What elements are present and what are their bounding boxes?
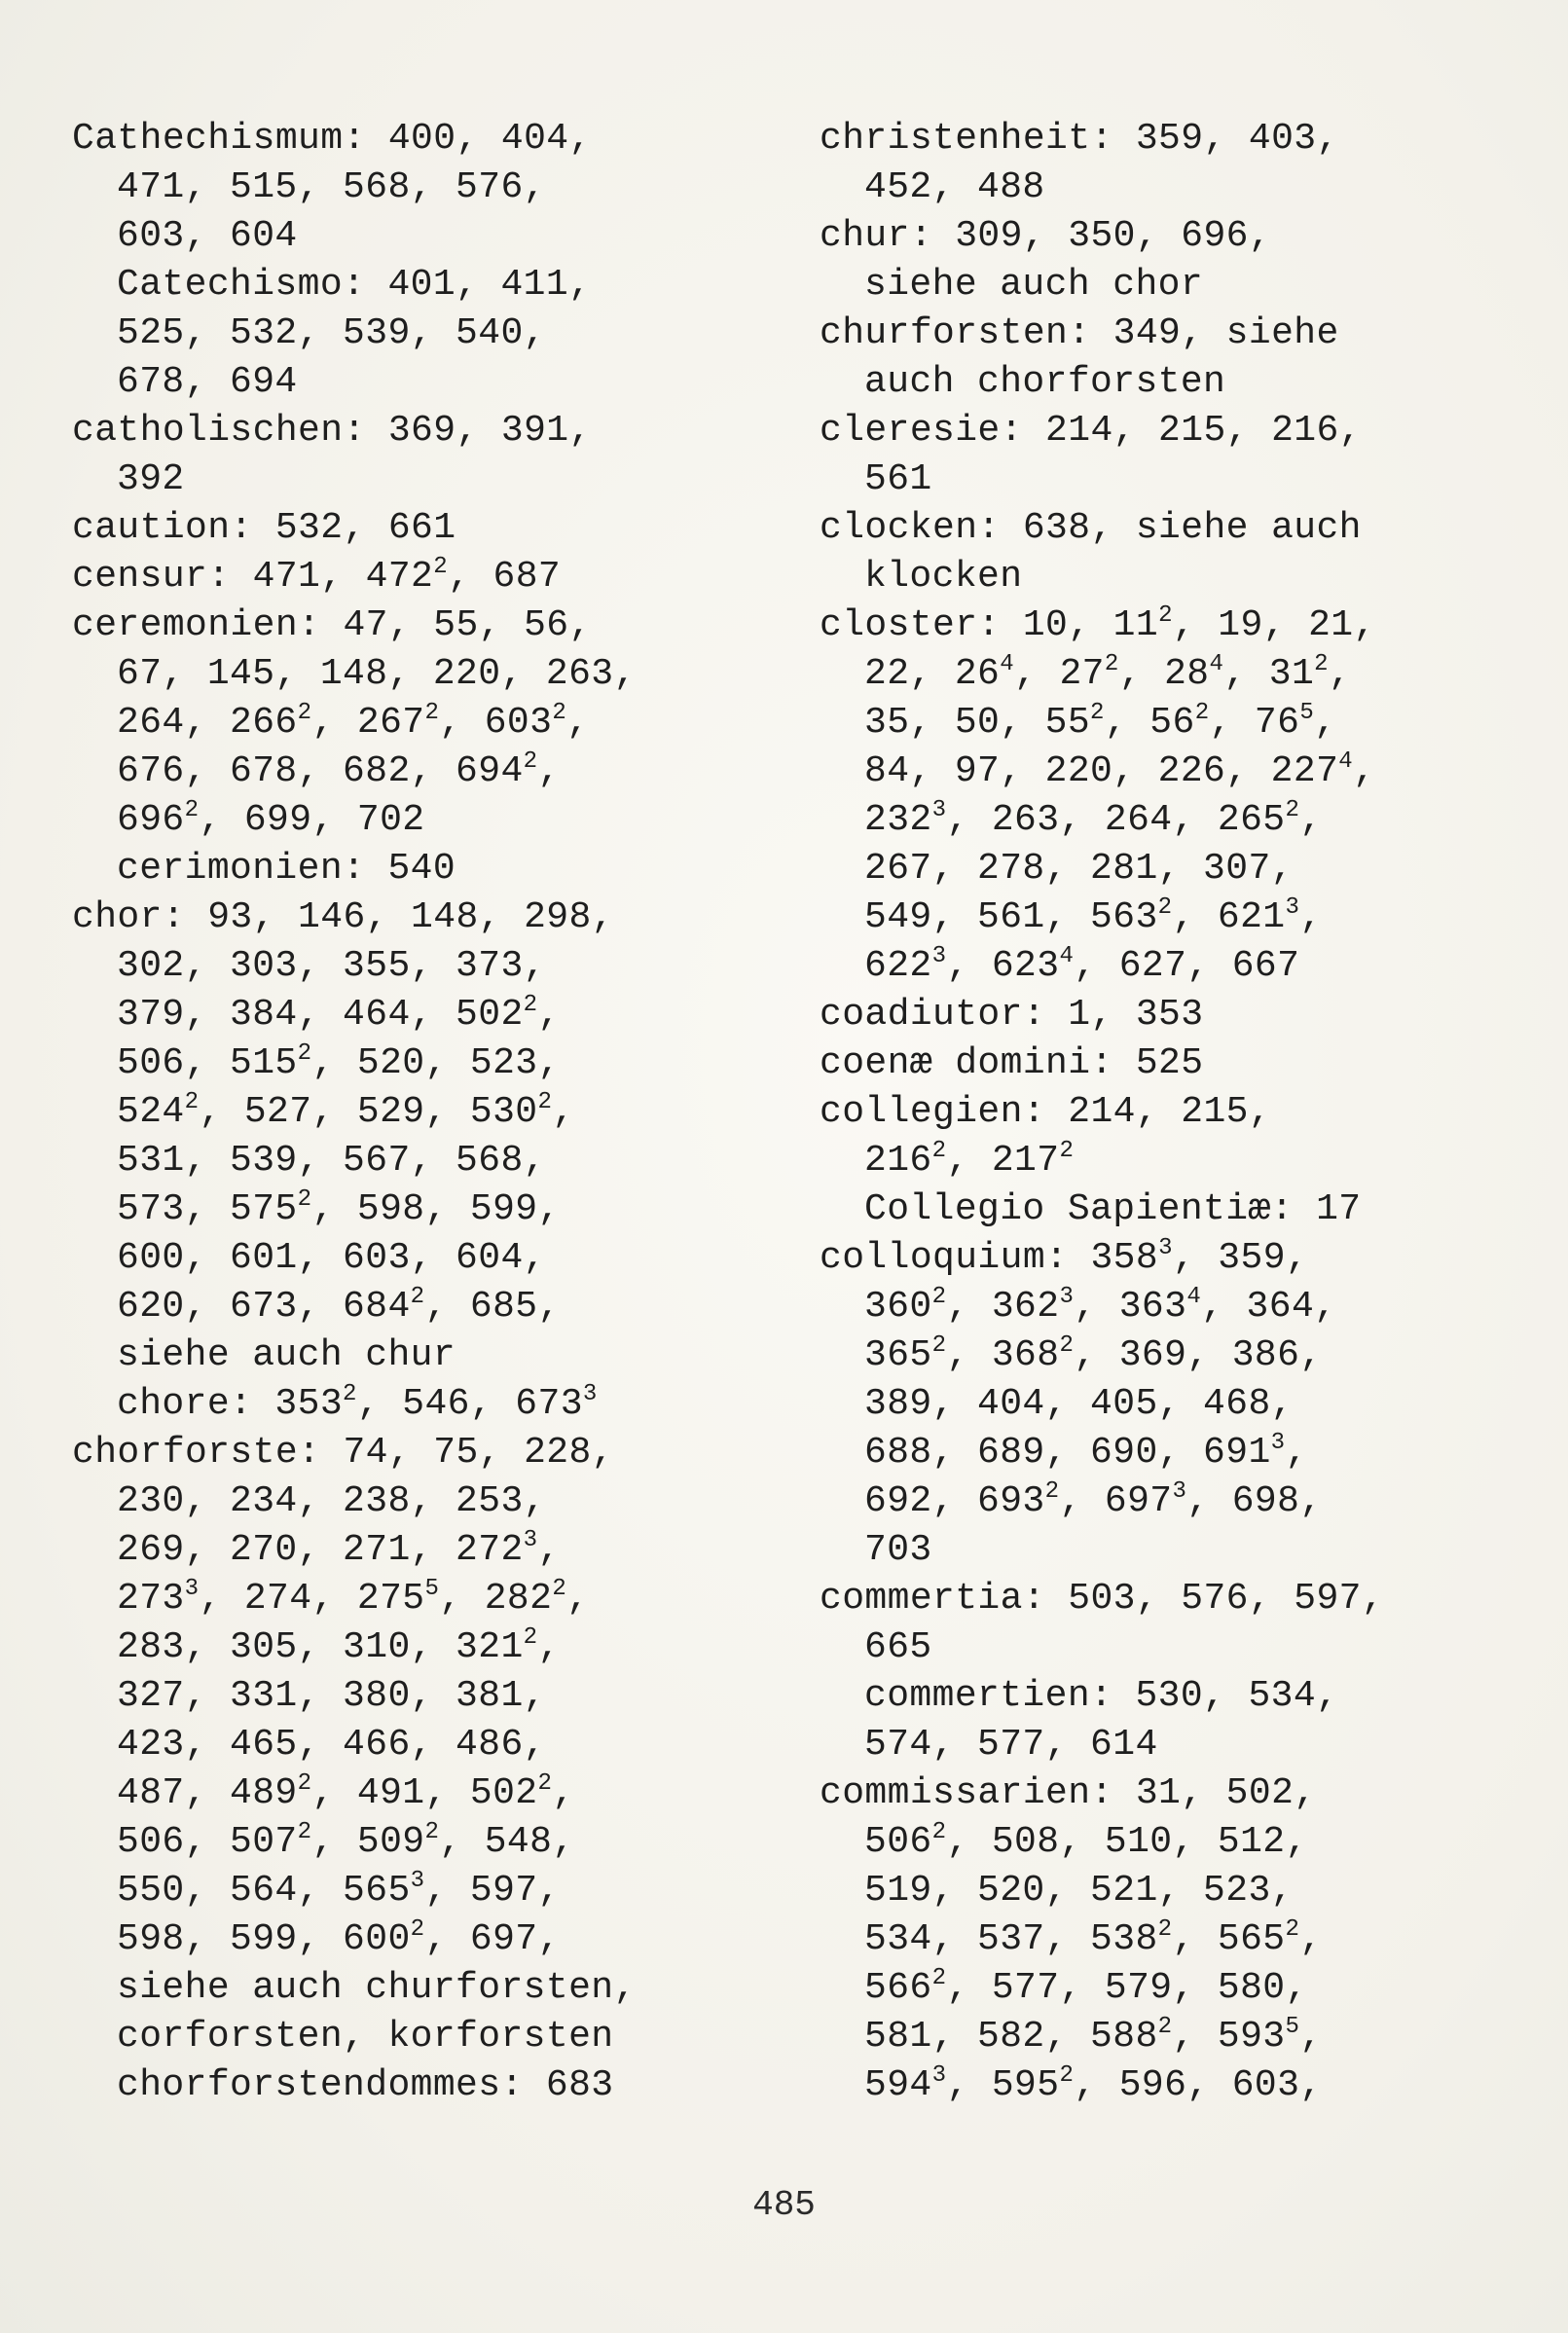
entry-text: 524 [117,1091,185,1133]
index-subline [820,358,1540,407]
entry-text: , 267 [311,702,425,744]
index-subline [72,747,753,796]
entry-text: 574, 577, 614 [864,1724,1158,1766]
index-subline [820,456,1540,504]
index-column-left [72,115,753,2110]
entry-text: , 76 [1209,702,1300,744]
entry-text: 389, 404, 405, 468, [864,1383,1294,1425]
index-subline [72,164,753,212]
index-subline [72,1672,753,1721]
entry-text: 35, 50, 55 [864,702,1091,744]
index-subline [72,1039,753,1088]
superscript-count: 2 [1157,894,1173,921]
index-entry [820,504,1540,553]
entry-text: 676, 678, 682, 694 [117,750,524,792]
entry-text: 531, 539, 567, 568, [117,1140,546,1182]
index-entry [820,1039,1540,1088]
entry-text: 678, 694 [117,361,298,403]
entry-text: , 699, 702 [199,799,425,841]
entry-text: , 508, 510, 512, [946,1821,1308,1863]
superscript-count: 2 [1059,1138,1075,1164]
entry-text: catholischen: 369, 391, [72,410,592,452]
superscript-count: 2 [184,797,200,823]
entry-text: , [552,1772,575,1814]
index-subline [72,1526,753,1575]
entry-text: 216 [864,1140,932,1182]
entry-text: , 362 [946,1286,1060,1328]
entry-text: commissarien: 31, 502, [820,1772,1317,1814]
entry-text: 519, 520, 521, 523, [864,1870,1294,1912]
index-subline [72,1721,753,1769]
entry-text: , [566,1578,590,1620]
superscript-count: 2 [1157,2014,1173,2040]
superscript-count: 2 [343,1381,357,1407]
superscript-count: 2 [297,1819,312,1845]
index-subline [72,1623,753,1672]
entry-text: , [537,750,561,792]
superscript-count: 2 [537,1089,553,1115]
superscript-count: 4 [1209,651,1224,677]
index-subline [72,1137,753,1185]
index-entry [72,504,753,553]
entry-text: commertia: 503, 576, 597, [820,1578,1385,1620]
superscript-count: 3 [1059,1284,1075,1310]
entry-text: 525, 532, 539, 540, [117,312,546,354]
superscript-count: 2 [433,554,449,580]
index-entry [72,115,753,164]
entry-text: 573, 575 [117,1188,298,1230]
entry-text: , 509 [311,1821,425,1863]
superscript-count: 2 [1059,2062,1075,2089]
entry-text: churforsten: 349, siehe [820,312,1339,354]
entry-text: chur: 309, 350, 696, [820,215,1272,257]
entry-text: 392 [117,458,185,500]
index-entry [820,115,1540,164]
entry-text: 561 [864,458,932,500]
superscript-count: 3 [523,1527,538,1553]
index-subline [820,942,1540,991]
index-subline [820,1964,1540,2013]
entry-text: ceremonien: 47, 55, 56, [72,604,592,646]
index-subline [72,1331,753,1380]
entry-text: caution: 532, 661 [72,507,456,549]
entry-text: , 548, [439,1821,575,1863]
index-entry [72,601,753,650]
entry-text: 594 [864,2064,932,2106]
index-subline [820,1915,1540,1964]
superscript-count: 2 [1090,700,1105,726]
index-subline [820,796,1540,845]
entry-text: , [1353,750,1376,792]
entry-text: 232 [864,799,932,841]
index-subline [820,1477,1540,1526]
entry-text: , 369, 386, [1074,1334,1323,1376]
index-subline [72,1380,753,1429]
entry-text: 302, 303, 355, 373, [117,945,546,987]
index-subline [72,699,753,747]
entry-text: 696 [117,799,185,841]
superscript-count: 3 [1285,894,1300,921]
superscript-count: 5 [424,1576,440,1602]
entry-text: , 697, [424,1918,561,1960]
entry-text: , 274, 275 [199,1578,425,1620]
entry-text: 327, 331, 380, 381, [117,1675,546,1717]
superscript-count: 2 [523,1624,538,1651]
superscript-count: 3 [1270,1430,1286,1456]
entry-text: , 697 [1059,1480,1173,1522]
entry-text: 665 [864,1626,932,1668]
entry-text: , 263, 264, 265 [946,799,1286,841]
superscript-count: 2 [931,1138,947,1164]
index-subline [820,1721,1540,1769]
index-entry [820,1088,1540,1137]
index-subline [72,2061,753,2110]
superscript-count: 2 [1314,651,1329,677]
index-subline [820,845,1540,893]
superscript-count: 2 [537,1770,553,1797]
index-subline [820,893,1540,942]
entry-text: siehe auch chur [117,1334,456,1376]
entry-text: , 491, 502 [311,1772,538,1814]
entry-text: 264, 266 [117,702,298,744]
index-subline [72,650,753,699]
index-subline [72,212,753,261]
entry-text: , 593 [1172,2016,1286,2058]
entry-text: , 56 [1104,702,1195,744]
index-subline [820,1526,1540,1575]
entry-text: , [1314,702,1337,744]
entry-text: colloquium: 358 [820,1237,1159,1279]
entry-text: Collegio Sapientiæ: 17 [864,1188,1362,1230]
superscript-count: 3 [184,1576,200,1602]
entry-text: coenæ domini: 525 [820,1042,1204,1084]
index-subline [72,1915,753,1964]
superscript-count: 3 [1172,1478,1187,1505]
index-subline [72,261,753,310]
superscript-count: 2 [1285,797,1300,823]
index-entry [820,407,1540,456]
superscript-count: 2 [1104,651,1119,677]
index-subline [72,1088,753,1137]
index-subline [72,1964,753,2013]
entry-text: 360 [864,1286,932,1328]
index-subline [820,1867,1540,1915]
entry-text: , 685, [424,1286,561,1328]
index-subline [72,1283,753,1331]
entry-text: , 368 [946,1334,1060,1376]
superscript-count: 2 [1285,1916,1300,1943]
entry-text: , 527, 529, 530 [199,1091,538,1133]
entry-text: 506, 507 [117,1821,298,1863]
entry-text: , 27 [1014,653,1105,695]
entry-text: cleresie: 214, 215, 216, [820,410,1362,452]
superscript-count: 2 [931,1819,947,1845]
superscript-count: 2 [523,748,538,775]
entry-text: Cathechismum: 400, 404, [72,118,592,160]
entry-text: 230, 234, 238, 253, [117,1480,546,1522]
entry-text: auch chorforsten [864,361,1226,403]
superscript-count: 2 [931,1284,947,1310]
superscript-count: 2 [1059,1332,1075,1359]
index-subline [820,1380,1540,1429]
index-subline [820,1283,1540,1331]
entry-text: , [1299,1918,1323,1960]
entry-text: 620, 673, 684 [117,1286,411,1328]
entry-text: chorforstendommes: 683 [117,2064,614,2106]
entry-text: collegien: 214, 215, [820,1091,1272,1133]
superscript-count: 2 [1044,1478,1060,1505]
entry-text: 452, 488 [864,166,1045,208]
index-subline [820,553,1540,601]
entry-text: , [1299,896,1323,938]
index-subline [820,1137,1540,1185]
superscript-count: 2 [1158,602,1173,629]
entry-text: , [537,1529,561,1571]
entry-text: 423, 465, 466, 486, [117,1724,546,1766]
entry-text: 487, 489 [117,1772,298,1814]
superscript-count: 3 [1158,1235,1173,1261]
entry-text: , 598, 599, [311,1188,561,1230]
index-subline [820,650,1540,699]
index-subline [820,747,1540,796]
superscript-count: 3 [582,1381,598,1407]
superscript-count: 2 [1157,1916,1173,1943]
index-subline [820,2061,1540,2110]
index-subline [820,1185,1540,1234]
entry-text: siehe auch chor [864,264,1204,306]
superscript-count: 3 [931,797,947,823]
entry-text: , 577, 579, 580, [946,1967,1308,2009]
index-subline [72,796,753,845]
index-subline [72,1867,753,1915]
entry-text: , 627, 667 [1074,945,1300,987]
entry-text: 703 [864,1529,932,1571]
entry-text: , 28 [1118,653,1210,695]
index-subline [72,1575,753,1623]
entry-text: 550, 564, 565 [117,1870,411,1912]
superscript-count: 2 [424,700,440,726]
superscript-count: 4 [1186,1284,1202,1310]
superscript-count: 2 [297,1770,312,1797]
index-entry [72,407,753,456]
index-entry [820,601,1540,650]
index-entry [72,553,753,601]
index-entry [820,212,1540,261]
superscript-count: 5 [1285,2014,1300,2040]
superscript-count: 4 [1059,943,1075,969]
entry-text: chor: 93, 146, 148, 298, [72,896,614,938]
entry-text: 22, 26 [864,653,1001,695]
entry-text: 581, 582, 588 [864,2016,1158,2058]
index-subline [72,310,753,358]
entry-text: Catechismo: 401, 411, [117,264,592,306]
superscript-count: 3 [410,1868,425,1894]
superscript-count: 2 [297,1186,312,1213]
index-entry [72,1429,753,1477]
index-subline [820,1672,1540,1721]
index-subline [72,991,753,1039]
superscript-count: 2 [410,1916,425,1943]
entry-text: , 364, [1201,1286,1337,1328]
entry-text: , [537,994,561,1036]
superscript-count: 2 [297,700,312,726]
superscript-count: 2 [424,1819,440,1845]
entry-text: , 597, [424,1870,561,1912]
superscript-count: 5 [1299,700,1315,726]
entry-text: , 698, [1186,1480,1323,1522]
entry-text: 534, 537, 538 [864,1918,1158,1960]
entry-text: , 621 [1172,896,1286,938]
entry-text: closter: 10, 11 [820,604,1159,646]
index-subline [72,1185,753,1234]
superscript-count: 2 [552,1576,567,1602]
entry-text: christenheit: 359, 403, [820,118,1339,160]
entry-text: censur: 471, 472 [72,556,434,598]
index-subline [820,1818,1540,1867]
index-column-right [820,115,1540,2110]
entry-text: 379, 384, 464, 502 [117,994,524,1036]
entry-text: , [552,1091,575,1133]
entry-text: 692, 693 [864,1480,1045,1522]
index-subline [820,1429,1540,1477]
entry-text: , [566,702,590,744]
entry-text: 506, 515 [117,1042,298,1084]
index-entry [820,1234,1540,1283]
entry-text: , [1285,1432,1308,1474]
index-subline [820,1623,1540,1672]
index-subline [820,2013,1540,2061]
index-subline [820,699,1540,747]
entry-text: 598, 599, 600 [117,1918,411,1960]
entry-text: , 31 [1223,653,1315,695]
entry-text: , 359, [1172,1237,1309,1279]
entry-text: 273 [117,1578,185,1620]
index-subline [72,456,753,504]
entry-text: , 596, 603, [1074,2064,1323,2106]
superscript-count: 2 [410,1284,425,1310]
entry-text: cerimonien: 540 [117,848,456,890]
superscript-count: 4 [1000,651,1015,677]
index-subline [72,845,753,893]
entry-text: 365 [864,1334,932,1376]
entry-text: , 19, 21, [1172,604,1376,646]
entry-text: 267, 278, 281, 307, [864,848,1294,890]
entry-text: 269, 270, 271, 272 [117,1529,524,1571]
entry-text: , 520, 523, [311,1042,561,1084]
entry-text: , 363 [1074,1286,1187,1328]
entry-text: 506 [864,1821,932,1863]
entry-text: 622 [864,945,932,987]
entry-text: , 595 [946,2064,1060,2106]
entry-text: , 687 [448,556,562,598]
superscript-count: 2 [931,1332,947,1359]
entry-text: , [1328,653,1352,695]
superscript-count: 2 [523,992,538,1018]
superscript-count: 4 [1338,748,1354,775]
superscript-count: 3 [931,943,947,969]
entry-text: corforsten, korforsten [117,2016,614,2058]
superscript-count: 2 [931,1965,947,1991]
index-subline [72,942,753,991]
entry-text: , 546, 673 [356,1383,583,1425]
index-subline [72,1818,753,1867]
index-subline [820,1331,1540,1380]
index-subline [72,1477,753,1526]
index-subline [72,1234,753,1283]
entry-text: 688, 689, 690, 691 [864,1432,1271,1474]
entry-text: clocken: 638, siehe auch [820,507,1362,549]
entry-text: 84, 97, 220, 226, 227 [864,750,1339,792]
entry-text: klocken [864,556,1023,598]
index-entry [820,991,1540,1039]
entry-text: coadiutor: 1, 353 [820,994,1204,1036]
superscript-count: 2 [552,700,567,726]
entry-text: , 603 [439,702,553,744]
index-entry [820,310,1540,358]
entry-text: commertien: 530, 534, [864,1675,1339,1717]
entry-text: 566 [864,1967,932,2009]
entry-text: 471, 515, 568, 576, [117,166,546,208]
index-subline [72,358,753,407]
entry-text: , [1299,2016,1323,2058]
entry-text: 283, 305, 310, 321 [117,1626,524,1668]
index-subline [72,2013,753,2061]
entry-text: chore: 353 [117,1383,344,1425]
entry-text: , [1299,799,1323,841]
index-entry [820,1575,1540,1623]
index-entry [72,893,753,942]
index-subline [820,261,1540,310]
entry-text: , 623 [946,945,1060,987]
superscript-count: 2 [1194,700,1210,726]
entry-text: siehe auch churforsten, [117,1967,637,2009]
entry-text: chorforste: 74, 75, 228, [72,1432,614,1474]
index-subline [72,1769,753,1818]
index-subline [820,164,1540,212]
index-entry [820,1769,1540,1818]
entry-text: 603, 604 [117,215,298,257]
entry-text: , [537,1626,561,1668]
entry-text: , 565 [1172,1918,1286,1960]
entry-text: 600, 601, 603, 604, [117,1237,546,1279]
superscript-count: 2 [184,1089,200,1115]
entry-text: 67, 145, 148, 220, 263, [117,653,637,695]
superscript-count: 2 [297,1040,312,1067]
superscript-count: 3 [931,2062,947,2089]
page-number: 485 [752,2185,816,2225]
entry-text: , 217 [946,1140,1060,1182]
entry-text: 549, 561, 563 [864,896,1158,938]
entry-text: , 282 [439,1578,553,1620]
